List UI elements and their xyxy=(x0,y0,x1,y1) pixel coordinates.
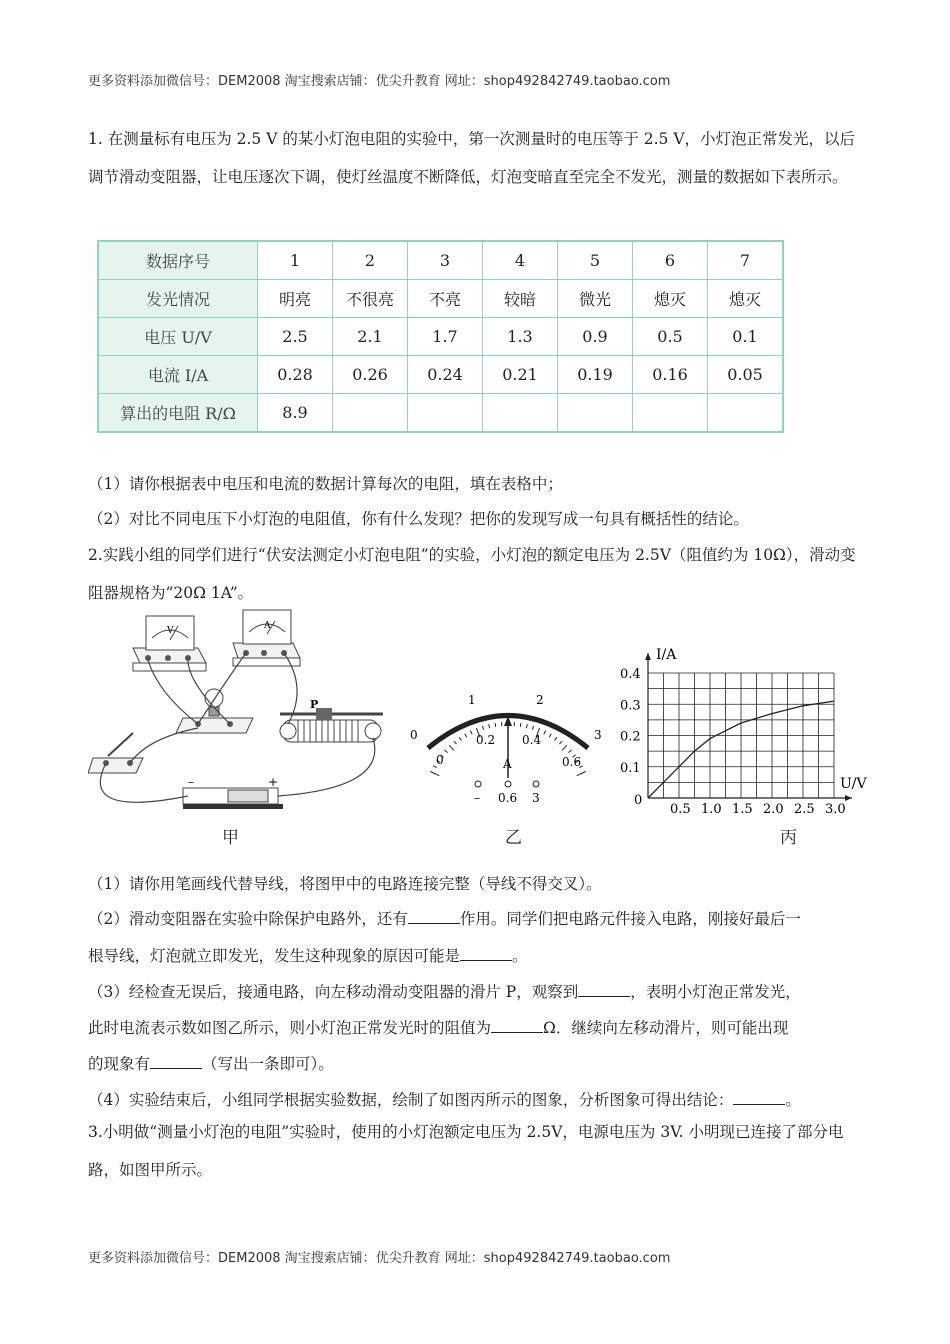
table-cell: 2.5 xyxy=(258,318,333,356)
dial-tick xyxy=(454,741,457,744)
table-cell: 1 xyxy=(258,241,333,280)
x-tick-label: 2.5 xyxy=(794,802,815,817)
table-cell: 2 xyxy=(333,241,408,280)
dial-tick xyxy=(482,726,483,730)
row-header: 电流 I/A xyxy=(98,356,258,394)
table-row xyxy=(98,356,783,394)
dial-tick xyxy=(470,731,472,735)
x-tick-label: 1.5 xyxy=(732,802,753,817)
table-cell[interactable] xyxy=(483,394,558,433)
dial-top-1: 1 xyxy=(468,693,476,707)
table-cell: 不亮 xyxy=(408,280,483,318)
table-cell: 0.16 xyxy=(633,356,708,394)
table-cell: 微光 xyxy=(558,280,633,318)
dial-tick xyxy=(549,734,551,737)
table-cell: 4 xyxy=(483,241,558,280)
table-cell: 7 xyxy=(708,241,784,280)
terminal-06: 0.6 xyxy=(498,791,518,805)
row-header: 发光情况 xyxy=(98,280,258,318)
table-cell: 0.19 xyxy=(558,356,633,394)
q2-sub2-line2: 根导线，灯泡就立即发光，发生这种现象的原因可能是 。 xyxy=(88,947,528,965)
table-row xyxy=(98,394,783,433)
q2-sub3-line1: （3）经检查无误后，接通电路，向左移动滑动变阻器的滑片 P，观察到 ，表明小灯泡正常发光， xyxy=(88,983,801,1001)
dial-top-0: 0 xyxy=(410,728,418,742)
table-cell: 0.21 xyxy=(483,356,558,394)
q1-data-table xyxy=(97,240,784,433)
blank-3a[interactable] xyxy=(578,982,630,997)
y-tick-label: 0.3 xyxy=(620,698,641,714)
figure-ammeter-dial xyxy=(408,688,608,808)
q1-intro: 1. 在测量标有电压为 2.5 V 的某小灯泡电阻的实验中，第一次测量时的电压等于 2.5 V，小灯泡正常发光，以后调节滑动变阻器，让电压逐次下调，使灯丝温度不断降低，灯泡变暗直至完全不发光，测量的数据如下表所示。 xyxy=(88,130,856,186)
table-cell: 0.05 xyxy=(708,356,784,394)
switch-icon xyxy=(88,733,143,773)
dial-tick xyxy=(459,737,461,740)
figure-iu-chart xyxy=(618,640,878,825)
table-cell[interactable] xyxy=(558,394,633,433)
table-row xyxy=(98,318,783,356)
dial-tick xyxy=(544,731,546,735)
table-cell: 1.7 xyxy=(408,318,483,356)
table-cell: 0.26 xyxy=(333,356,408,394)
table-cell: 较暗 xyxy=(483,280,558,318)
q2-sub3-line3: 的现象有 （写出一条即可）。 xyxy=(88,1055,334,1073)
blank-2b[interactable] xyxy=(460,946,512,961)
battery-minus: – xyxy=(188,775,194,789)
table-cell[interactable] xyxy=(333,394,408,433)
table-cell: 熄灭 xyxy=(708,280,784,318)
table-cell: 3 xyxy=(408,241,483,280)
q2-sub2-line1: （2）滑动变阻器在实验中除保护电路外，还有 作用。同学们把电路元件接入电路，刚接好最后一 xyxy=(88,910,801,928)
terminal-minus: – xyxy=(474,791,480,805)
lamp-icon xyxy=(176,689,253,733)
table-cell: 2.1 xyxy=(333,318,408,356)
q1-sub2: （2）对比不同电压下小灯泡的电阻值，你有什么发现？把你的发现写成一句具有概括性的结论。 xyxy=(88,510,749,528)
fig-label-jia: 甲 xyxy=(222,828,239,848)
y-axis-label: I/A xyxy=(656,647,677,663)
table-row xyxy=(98,280,783,318)
y-arrow xyxy=(645,653,651,660)
blank-3b[interactable] xyxy=(491,1018,543,1033)
table-cell: 6 xyxy=(633,241,708,280)
table-row xyxy=(98,241,783,280)
q2-sub4: （4）实验结束后，小组同学根据实验数据，绘制了如图丙所示的图象，分析图象可得出结论： 。 xyxy=(88,1091,801,1109)
row-header: 数据序号 xyxy=(98,241,258,280)
dial-tick xyxy=(495,723,496,727)
dial-bottom-3: 0.6 xyxy=(562,755,582,769)
dial-tick xyxy=(465,734,467,737)
page-header: 更多资料添加微信号：DEM2008 淘宝搜索店铺：优尖升教育 网址：shop492842749.taobao.com xyxy=(88,74,671,89)
table-cell: 8.9 xyxy=(258,394,333,433)
dial-tick xyxy=(445,750,448,753)
table-cell: 不很亮 xyxy=(333,280,408,318)
dial-bottom-2: 0.4 xyxy=(522,733,542,747)
page-footer: 更多资料添加微信号：DEM2008 淘宝搜索店铺：优尖升教育 网址：shop492842749.taobao.com xyxy=(88,1251,671,1266)
q2-intro: 2.实践小组的同学们进行“伏安法测定小灯泡电阻”的实验，小灯泡的额定电压为 2.5V（阻值约为 10Ω），滑动变阻器规格为“20Ω 1A”。 xyxy=(88,546,856,602)
q1-sub1: （1）请你根据表中电压和电流的数据计算每次的电阻，填在表格中； xyxy=(88,475,563,493)
figure-circuit xyxy=(88,608,408,828)
table-cell: 明亮 xyxy=(258,280,333,318)
q2-sub1: （1）请你用笔画线代替导线，将图甲中的电路连接完整（导线不得交叉）。 xyxy=(88,875,602,893)
table-cell[interactable] xyxy=(633,394,708,433)
dial-bottom-0: 0 xyxy=(436,753,444,767)
x-arrow xyxy=(845,795,852,801)
table-cell: 0.9 xyxy=(558,318,633,356)
table-cell[interactable] xyxy=(708,394,784,433)
battery-plus: + xyxy=(268,775,279,789)
battery-icon xyxy=(183,775,283,809)
dial-tick xyxy=(430,771,439,775)
row-header: 电压 U/V xyxy=(98,318,258,356)
dial-tick xyxy=(559,741,562,744)
dial-tick xyxy=(520,723,521,727)
q3-intro: 3.小明做“测量小灯泡的电阻”实验时，使用的小灯泡额定电压为 2.5V，电源电压为 3V. 小明现已连接了部分电路，如图甲所示。 xyxy=(88,1123,844,1179)
dial-top-3: 3 xyxy=(594,728,602,742)
dial-bottom-1: 0.2 xyxy=(476,733,496,747)
table-cell: 0.5 xyxy=(633,318,708,356)
svg-text:A: A xyxy=(264,621,271,631)
dial-tick xyxy=(489,724,490,728)
dial-tick xyxy=(562,745,567,750)
x-axis-label: U/V xyxy=(840,776,867,792)
dial-tick xyxy=(577,771,586,775)
dial-tick xyxy=(526,724,527,728)
x-tick-label: 3.0 xyxy=(825,802,846,817)
dial-tick xyxy=(568,750,571,753)
blank-2a[interactable] xyxy=(408,909,460,924)
dial-tick xyxy=(449,745,454,750)
x-tick-label: 1.0 xyxy=(701,802,722,817)
q2-sub3-line2: 此时电流表示数如图乙所示，则小灯泡正常发光时的阻值为 Ω．继续向左移动滑片，则可能出现 xyxy=(88,1019,789,1037)
table-cell: 0.28 xyxy=(258,356,333,394)
x-tick-label: 2.0 xyxy=(763,802,784,817)
x-tick-label: 0.5 xyxy=(670,802,691,817)
table-cell: 0.24 xyxy=(408,356,483,394)
table-cell: 5 xyxy=(558,241,633,280)
row-header: 算出的电阻 R/Ω xyxy=(98,394,258,433)
dial-tick xyxy=(532,726,533,730)
dial-top-2: 2 xyxy=(536,693,544,707)
table-cell: 1.3 xyxy=(483,318,558,356)
dial-tick xyxy=(555,737,557,740)
svg-text:V: V xyxy=(167,626,174,636)
table-cell[interactable] xyxy=(408,394,483,433)
fig-label-yi: 乙 xyxy=(505,828,522,848)
fig-label-bing: 丙 xyxy=(780,828,797,848)
blank-4[interactable] xyxy=(733,1090,785,1105)
dial-unit: A xyxy=(503,757,512,771)
y-tick-label: 0.2 xyxy=(620,729,641,745)
y-tick-label: 0.4 xyxy=(620,667,641,682)
origin-label: 0 xyxy=(634,793,643,808)
blank-3c[interactable] xyxy=(150,1054,202,1069)
table-cell: 熄灭 xyxy=(633,280,708,318)
terminal-3: 3 xyxy=(532,791,540,805)
table-cell: 0.1 xyxy=(708,318,784,356)
slider-label: P xyxy=(310,698,319,711)
y-tick-label: 0.1 xyxy=(620,760,641,776)
voltmeter-icon xyxy=(133,616,206,671)
